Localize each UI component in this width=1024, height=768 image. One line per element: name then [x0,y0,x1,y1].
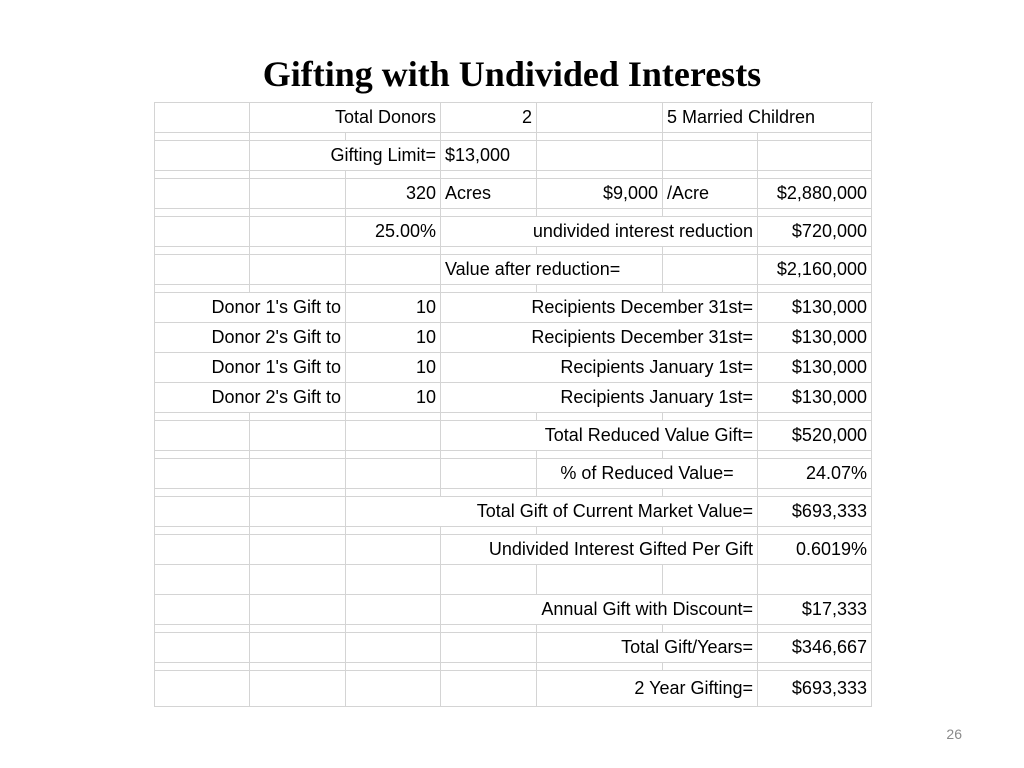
table-row [155,179,873,209]
acres-label: Acres [441,179,537,209]
reduction-amount: $720,000 [758,217,872,247]
annual-gift-label: Annual Gift with Discount= [441,595,758,625]
total-market-amount: $693,333 [758,497,872,527]
land-total: $2,880,000 [758,179,872,209]
table-row [155,141,873,171]
table-row [155,217,873,247]
married-children-label: 5 Married Children [663,103,872,133]
two-year-gifting-amount: $693,333 [758,671,872,707]
total-donors-label: Total Donors [250,103,441,133]
empty-row [155,565,873,595]
total-donors-value: 2 [441,103,537,133]
reduction-label: undivided interest reduction [441,217,758,247]
spacer-row [155,209,873,217]
pct-reduced-value: 24.07% [758,459,872,489]
gift-count: 10 [346,323,441,353]
gift-donor: Donor 1's Gift to [155,293,346,323]
undivided-label: Undivided Interest Gifted Per Gift [441,535,758,565]
gift-donor: Donor 2's Gift to [155,383,346,413]
two-year-gifting-label: 2 Year Gifting= [537,671,758,707]
value-after-label: Value after reduction= [441,255,663,285]
table-row [155,595,873,625]
spacer-row [155,285,873,293]
price-per-acre: $9,000 [537,179,663,209]
gifting-limit-value: $13,000 [441,141,537,171]
spacer-row [155,625,873,633]
annual-gift-amount: $17,333 [758,595,872,625]
table-row [155,535,873,565]
slide-title: Gifting with Undivided Interests [262,54,762,94]
gifting-limit-label: Gifting Limit= [250,141,441,171]
spacer-row [155,527,873,535]
reduction-percent: 25.00% [346,217,441,247]
undivided-value: 0.6019% [758,535,872,565]
total-years-amount: $346,667 [758,633,872,663]
spreadsheet-table [154,102,873,707]
gift-label: Recipients January 1st= [441,353,758,383]
spacer-row [155,133,873,141]
spacer-row [155,413,873,421]
table-row [155,459,873,489]
total-years-label: Total Gift/Years= [537,633,758,663]
gift-label: Recipients January 1st= [441,383,758,413]
gift-count: 10 [346,353,441,383]
gift-count: 10 [346,293,441,323]
table-row [155,323,873,353]
total-market-label: Total Gift of Current Market Value= [346,497,758,527]
spacer-row [155,489,873,497]
table-row [155,103,873,133]
gift-label: Recipients December 31st= [441,293,758,323]
pct-reduced-label: % of Reduced Value= [537,459,758,489]
table-row [155,633,873,663]
per-acre-label: /Acre [663,179,758,209]
spacer-row [155,663,873,671]
spacer-row [155,451,873,459]
gift-amount: $130,000 [758,383,872,413]
value-after-amount: $2,160,000 [758,255,872,285]
table-row [155,383,873,413]
gift-count: 10 [346,383,441,413]
gift-label: Recipients December 31st= [441,323,758,353]
gift-donor: Donor 1's Gift to [155,353,346,383]
total-reduced-label: Total Reduced Value Gift= [441,421,758,451]
gift-donor: Donor 2's Gift to [155,323,346,353]
table-row [155,671,873,707]
acres-value: 320 [346,179,441,209]
table-row [155,421,873,451]
table-row [155,497,873,527]
spacer-row [155,247,873,255]
gift-amount: $130,000 [758,293,872,323]
table-row [155,255,873,285]
table-row [155,353,873,383]
gift-amount: $130,000 [758,323,872,353]
total-reduced-amount: $520,000 [758,421,872,451]
page-number: 26 [946,726,962,742]
gift-amount: $130,000 [758,353,872,383]
table-row [155,293,873,323]
spacer-row [155,171,873,179]
